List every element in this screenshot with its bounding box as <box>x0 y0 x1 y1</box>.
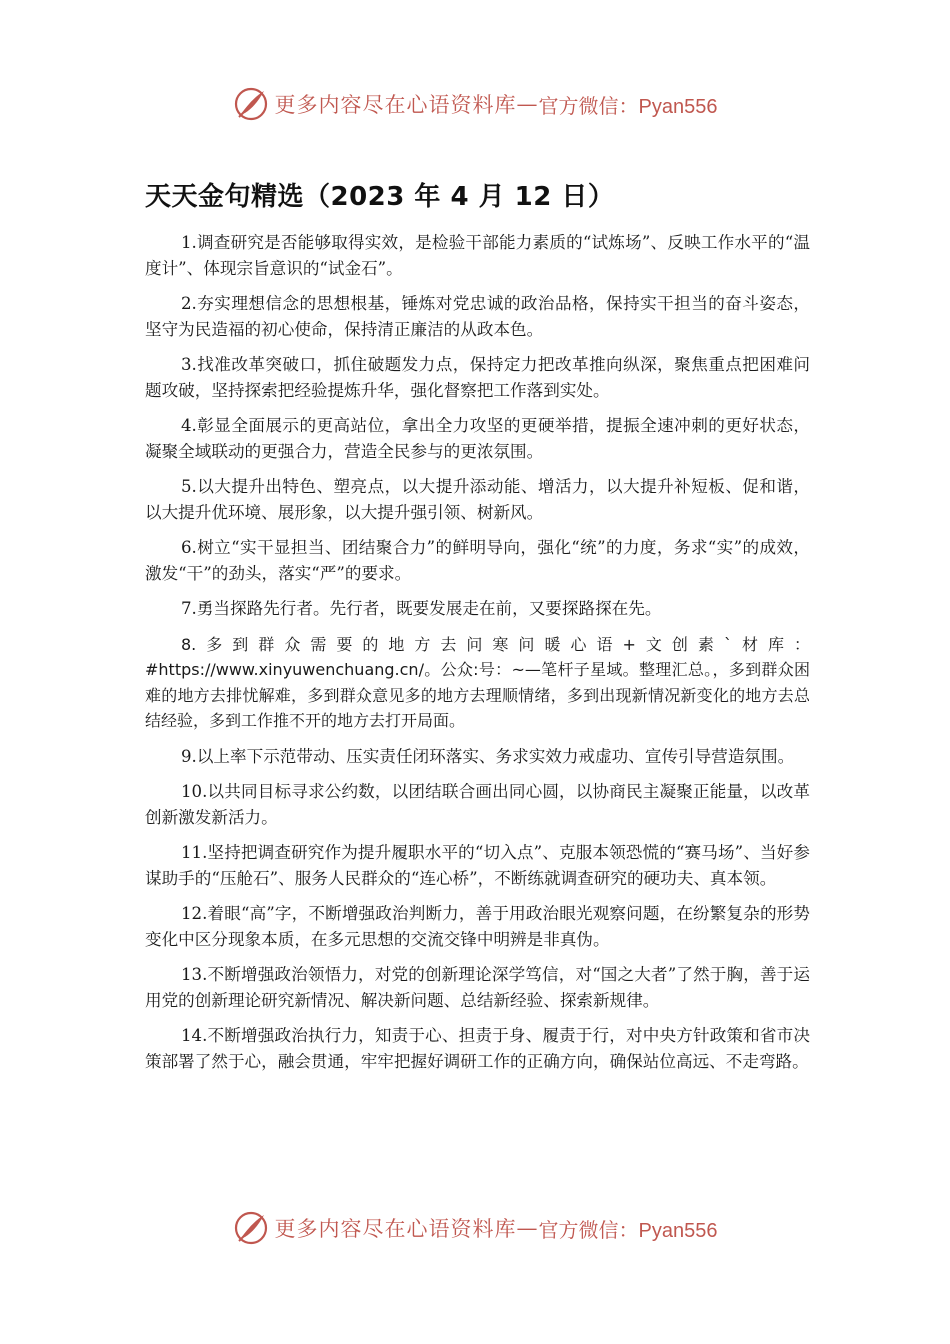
quill-logo-icon <box>233 86 269 122</box>
page-title: 天天金句精选（2023 年 4 月 12 日） <box>145 182 615 212</box>
footer-banner <box>0 1208 950 1248</box>
banner-text: 更多内容尽在心语资料库 <box>274 1217 517 1241</box>
banner-separator: — <box>516 92 539 116</box>
banner-separator: — <box>516 1216 539 1240</box>
quote-paragraph-10: 10.以共同目标寻求公约数，以团结联合画出同心圆，以协商民主凝聚正能量，以改革创新激发新活力。 <box>145 782 810 827</box>
banner-wechat: 官方微信：Pyan556 <box>538 1219 718 1242</box>
header-banner <box>0 84 950 124</box>
quote-paragraph-11: 11.坚持把调查研究作为提升履职水平的“切入点”、克服本领恐慌的“赛马场”、当好参谋助手的“压舱石”、服务人民群众的“连心桥”，不断练就调查研究的硬功夫、真本领。 <box>145 843 810 888</box>
quote-paragraph-1: 1.调查研究是否能够取得实效，是检验干部能力素质的“试炼场”、反映工作水平的“温度计”、体现宗旨意识的“试金石”。 <box>145 233 810 278</box>
article-body <box>145 230 810 1084</box>
quote-paragraph-6: 6.树立“实干显担当、团结聚合力”的鲜明导向，强化“统”的力度，务求“实”的成效，激发“干”的劲头，落实“严”的要求。 <box>145 538 810 583</box>
banner-wechat: 官方微信：Pyan556 <box>538 95 718 118</box>
quote-paragraph-7: 7.勇当探路先行者。先行者，既要发展走在前，又要探路探在先。 <box>181 599 662 618</box>
quill-logo-icon <box>233 1210 269 1246</box>
quote-paragraph-2: 2.夯实理想信念的思想根基，锤炼对党忠诚的政治品格，保持实干担当的奋斗姿态，坚守为民造福的初心使命，保持清正廉洁的从政本色。 <box>145 294 810 339</box>
quote-paragraph-4: 4.彰显全面展示的更高站位，拿出全力攻坚的更硬举措，提振全速冲刺的更好状态，凝聚全域联动的更强合力，营造全民参与的更浓氛围。 <box>145 416 810 461</box>
quote-paragraph-9: 9.以上率下示范带动、压实责任闭环落实、务求实效力戒虚功、宣传引导营造氛围。 <box>181 746 795 766</box>
quote-paragraph-8: 8.多到群众需要的地方去问寒问暖心语+文创素`材库：#https://www.xinyuwenchuang.cn/。公众:号：~—笔杆子星域。整理汇总。，多到群众困难的地方去排忧解难，多到群众意见多的地方去理顺情绪，多到出现新情况新变化的地方去总结经验，多到工作推不开的地方去打开局面。 <box>145 634 810 730</box>
banner-text: 更多内容尽在心语资料库 <box>274 93 517 117</box>
quote-paragraph-5: 5.以大提升出特色、塑亮点，以大提升添动能、增活力，以大提升补短板、促和谐，以大提升优环境、展形象，以大提升强引领、树新风。 <box>145 477 810 522</box>
quote-paragraph-13: 13.不断增强政治领悟力，对党的创新理论深学笃信，对“国之大者”了然于胸，善于运用党的创新理论研究新情况、解决新问题、总结新经验、探索新规律。 <box>145 965 810 1010</box>
quote-paragraph-14: 14.不断增强政治执行力，知责于心、担责于身、履责于行，对中央方针政策和省市决策部署了然于心，融会贯通，牢牢把握好调研工作的正确方向，确保站位高远、不走弯路。 <box>145 1026 810 1071</box>
quote-paragraph-3: 3.找准改革突破口，抓住破题发力点，保持定力把改革推向纵深，聚焦重点把困难问题攻破，坚持探索把经验提炼升华，强化督察把工作落到实处。 <box>145 355 810 400</box>
quote-paragraph-12: 12.着眼“高”字，不断增强政治判断力，善于用政治眼光观察问题，在纷繁复杂的形势变化中区分现象本质，在多元思想的交流交锋中明辨是非真伪。 <box>145 904 810 949</box>
